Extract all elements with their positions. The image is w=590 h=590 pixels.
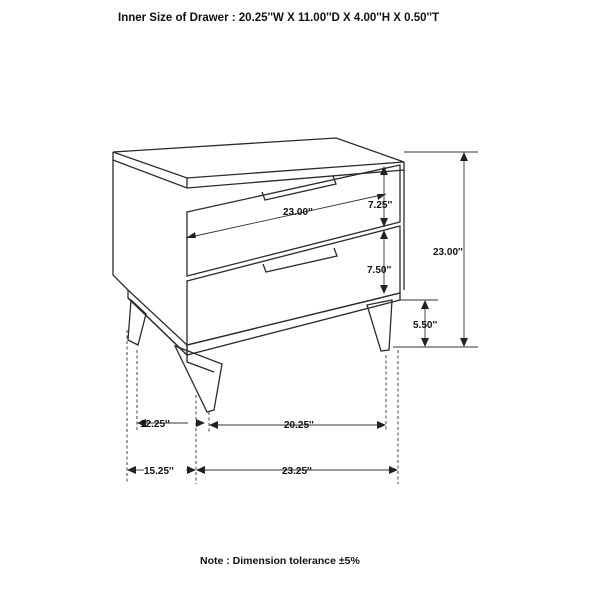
overall-width-dimension (196, 466, 398, 477)
side-offset-label: 15.25'' (144, 466, 174, 477)
extension-lines (127, 330, 398, 484)
top-drawer-handle (262, 176, 336, 200)
drawer-width-dimension (186, 194, 386, 238)
top-drawer-height-label: 7.25'' (368, 200, 393, 211)
leg-span-dimension (209, 420, 386, 431)
side-leg-offset-label: 12.25'' (140, 419, 170, 430)
side-leg-offset-dimension (137, 419, 205, 430)
leg-span-label: 20.25'' (284, 420, 314, 431)
overall-height-label: 23.00'' (433, 247, 463, 258)
side-offset-dimension (127, 466, 196, 477)
leg-front-left (175, 346, 222, 412)
dimension-tolerance-note: Note : Dimension tolerance ±5% (200, 555, 360, 567)
leg-height-dimension (395, 300, 438, 347)
leg-height-label: 5.50'' (413, 320, 438, 331)
drawer-inner-size-note: Inner Size of Drawer : 20.25''W X 11.00''D X 4.00''H X 0.50''T (118, 12, 440, 24)
top-drawer (187, 165, 400, 276)
bottom-drawer-height-label: 7.50'' (367, 265, 392, 276)
nightstand-body (113, 138, 404, 412)
overall-height-dimension (393, 152, 478, 347)
drawer-width-label: 23.00'' (283, 207, 313, 218)
bottom-drawer-height-dimension (367, 230, 391, 294)
overall-width-label: 23.25'' (282, 466, 312, 477)
